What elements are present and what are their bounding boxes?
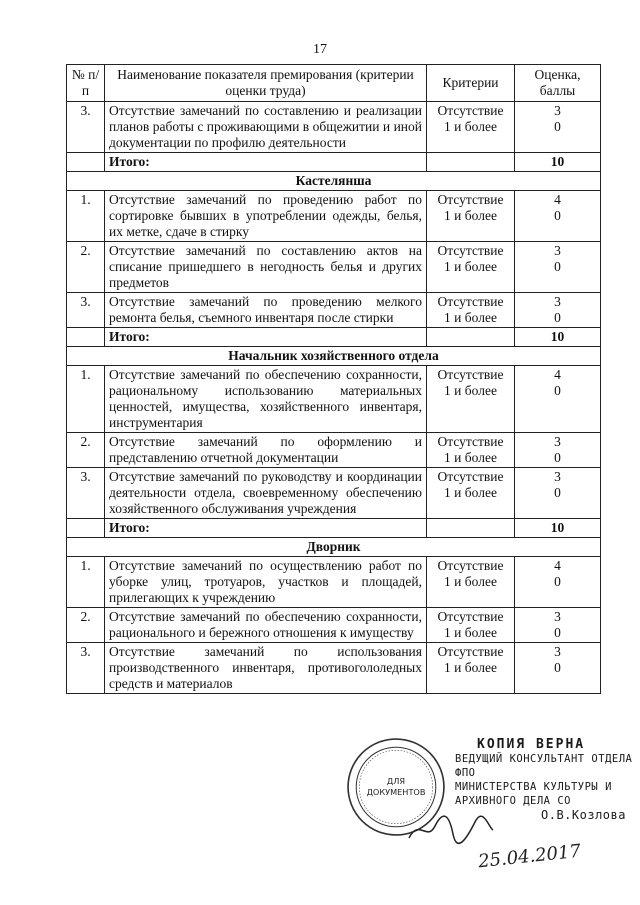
score-min: 0 <box>554 208 561 223</box>
stamp-text-line2: ДОКУМЕНТОВ <box>366 787 426 798</box>
section-title-row <box>67 347 601 366</box>
header-score: Оценка, баллы <box>515 65 601 102</box>
criteria-one-plus: 1 и более <box>444 208 497 223</box>
row-score <box>515 608 601 643</box>
row-name: Отсутствие замечаний по составлению актов на списание пришедшего в негодность белья и других предметов <box>105 242 427 293</box>
signature-date: 25.04.2017 <box>477 840 582 873</box>
row-score <box>515 468 601 519</box>
criteria-one-plus: 1 и более <box>444 383 497 398</box>
header-name: Наименование показателя премирования (критерии оценки труда) <box>105 65 427 102</box>
total-label: Итого: <box>105 153 427 172</box>
score-max: 3 <box>554 609 561 624</box>
criteria-one-plus: 1 и более <box>444 485 497 500</box>
row-score <box>515 557 601 608</box>
row-num: 3. <box>67 468 105 519</box>
table-row <box>67 433 601 468</box>
score-max: 3 <box>554 103 561 118</box>
score-min: 0 <box>554 383 561 398</box>
criteria-none: Отсутствие <box>437 609 504 624</box>
row-num: 2. <box>67 433 105 468</box>
row-num: 1. <box>67 366 105 433</box>
row-criteria <box>427 468 515 519</box>
handwritten-signature <box>405 808 495 848</box>
table-row <box>67 242 601 293</box>
row-name: Отсутствие замечаний по обеспечению сохранности, рациональному использованию материальных ценностей, имущества, хозяйственного инвентаря, инструментария <box>105 366 427 433</box>
score-max: 3 <box>554 434 561 449</box>
criteria-none: Отсутствие <box>437 434 504 449</box>
table-row <box>67 608 601 643</box>
score-max: 4 <box>554 367 561 382</box>
criteria-none: Отсутствие <box>437 469 504 484</box>
criteria-one-plus: 1 и более <box>444 450 497 465</box>
row-criteria <box>427 293 515 328</box>
certify-line2: ВЕДУЩИЙ КОНСУЛЬТАНТ ОТДЕЛА ФПО <box>455 753 633 779</box>
row-num: 2. <box>67 242 105 293</box>
score-min: 0 <box>554 660 561 675</box>
certify-line1: КОПИЯ ВЕРНА <box>477 737 586 752</box>
header-num: № п/п <box>67 65 105 102</box>
score-max: 4 <box>554 558 561 573</box>
row-score <box>515 102 601 153</box>
table-row <box>67 557 601 608</box>
score-min: 0 <box>554 310 561 325</box>
row-name: Отсутствие замечаний по осуществлению работ по уборке улиц, тротуаров, участков и площадей, прилегающих к учреждению <box>105 557 427 608</box>
row-criteria <box>427 102 515 153</box>
section-title-row <box>67 172 601 191</box>
criteria-table <box>66 64 601 694</box>
row-name: Отсутствие замечаний по руководству и координации деятельности отдела, своевременному обеспечению хозяйственного обслуживания учреждения <box>105 468 427 519</box>
criteria-none: Отсутствие <box>437 192 504 207</box>
total-row <box>67 328 601 347</box>
row-criteria <box>427 242 515 293</box>
total-value: 10 <box>515 153 601 172</box>
row-name: Отсутствие замечаний по использования производственного инвентаря, противогололедных средств и материалов <box>105 643 427 694</box>
total-row <box>67 153 601 172</box>
table-row <box>67 293 601 328</box>
criteria-one-plus: 1 и более <box>444 310 497 325</box>
certify-line4: АРХИВНОГО ДЕЛА СО <box>455 795 571 807</box>
row-criteria <box>427 643 515 694</box>
row-score <box>515 643 601 694</box>
row-criteria <box>427 366 515 433</box>
criteria-none: Отсутствие <box>437 367 504 382</box>
total-label: Итого: <box>105 519 427 538</box>
row-num: 3. <box>67 102 105 153</box>
total-value: 10 <box>515 328 601 347</box>
row-num: 3. <box>67 643 105 694</box>
criteria-none: Отсутствие <box>437 558 504 573</box>
row-score <box>515 191 601 242</box>
score-max: 3 <box>554 294 561 309</box>
row-score <box>515 293 601 328</box>
score-min: 0 <box>554 574 561 589</box>
table-header-row <box>67 65 601 102</box>
total-row <box>67 519 601 538</box>
row-criteria <box>427 557 515 608</box>
score-min: 0 <box>554 485 561 500</box>
table-row <box>67 191 601 242</box>
score-min: 0 <box>554 119 561 134</box>
score-max: 4 <box>554 192 561 207</box>
row-num: 2. <box>67 608 105 643</box>
criteria-one-plus: 1 и более <box>444 119 497 134</box>
stamp-text-line1: ДЛЯ <box>386 775 406 786</box>
row-num: 1. <box>67 557 105 608</box>
criteria-none: Отсутствие <box>437 644 504 659</box>
criteria-one-plus: 1 и более <box>444 660 497 675</box>
score-max: 3 <box>554 644 561 659</box>
row-score <box>515 242 601 293</box>
certify-line3: МИНИСТЕРСТВА КУЛЬТУРЫ И <box>455 781 612 793</box>
row-name: Отсутствие замечаний по проведению мелкого ремонта белья, съемного инвентаря после стирки <box>105 293 427 328</box>
total-label: Итого: <box>105 328 427 347</box>
criteria-one-plus: 1 и более <box>444 625 497 640</box>
total-value: 10 <box>515 519 601 538</box>
criteria-none: Отсутствие <box>437 243 504 258</box>
score-min: 0 <box>554 450 561 465</box>
table-row <box>67 643 601 694</box>
header-criteria: Критерии <box>427 65 515 102</box>
row-name: Отсутствие замечаний по оформлению и представлению отчетной документации <box>105 433 427 468</box>
criteria-none: Отсутствие <box>437 103 504 118</box>
score-max: 3 <box>554 243 561 258</box>
criteria-one-plus: 1 и более <box>444 259 497 274</box>
table-row <box>67 102 601 153</box>
row-name: Отсутствие замечаний по проведению работ по сортировке бывших в употреблении одежды, белья, их метке, сдаче в стирку <box>105 191 427 242</box>
row-criteria <box>427 608 515 643</box>
row-name: Отсутствие замечаний по составлению и реализации планов работы с проживающими в общежитии и иной документации по профилю деятельности <box>105 102 427 153</box>
row-num: 3. <box>67 293 105 328</box>
section-title-row <box>67 538 601 557</box>
criteria-none: Отсутствие <box>437 294 504 309</box>
section-title: Кастелянша <box>67 172 601 191</box>
row-criteria <box>427 191 515 242</box>
score-min: 0 <box>554 259 561 274</box>
row-num: 1. <box>67 191 105 242</box>
table-row <box>67 366 601 433</box>
criteria-one-plus: 1 и более <box>444 574 497 589</box>
row-score <box>515 366 601 433</box>
table-row <box>67 468 601 519</box>
row-criteria <box>427 433 515 468</box>
section-title: Дворник <box>67 538 601 557</box>
section-title: Начальник хозяйственного отдела <box>67 347 601 366</box>
score-max: 3 <box>554 469 561 484</box>
page-number: 17 <box>313 42 327 57</box>
row-name: Отсутствие замечаний по обеспечению сохранности, рационального и бережного отношения к имуществу <box>105 608 427 643</box>
certify-line5: О.В.Козлова <box>541 808 626 822</box>
row-score <box>515 433 601 468</box>
score-min: 0 <box>554 625 561 640</box>
